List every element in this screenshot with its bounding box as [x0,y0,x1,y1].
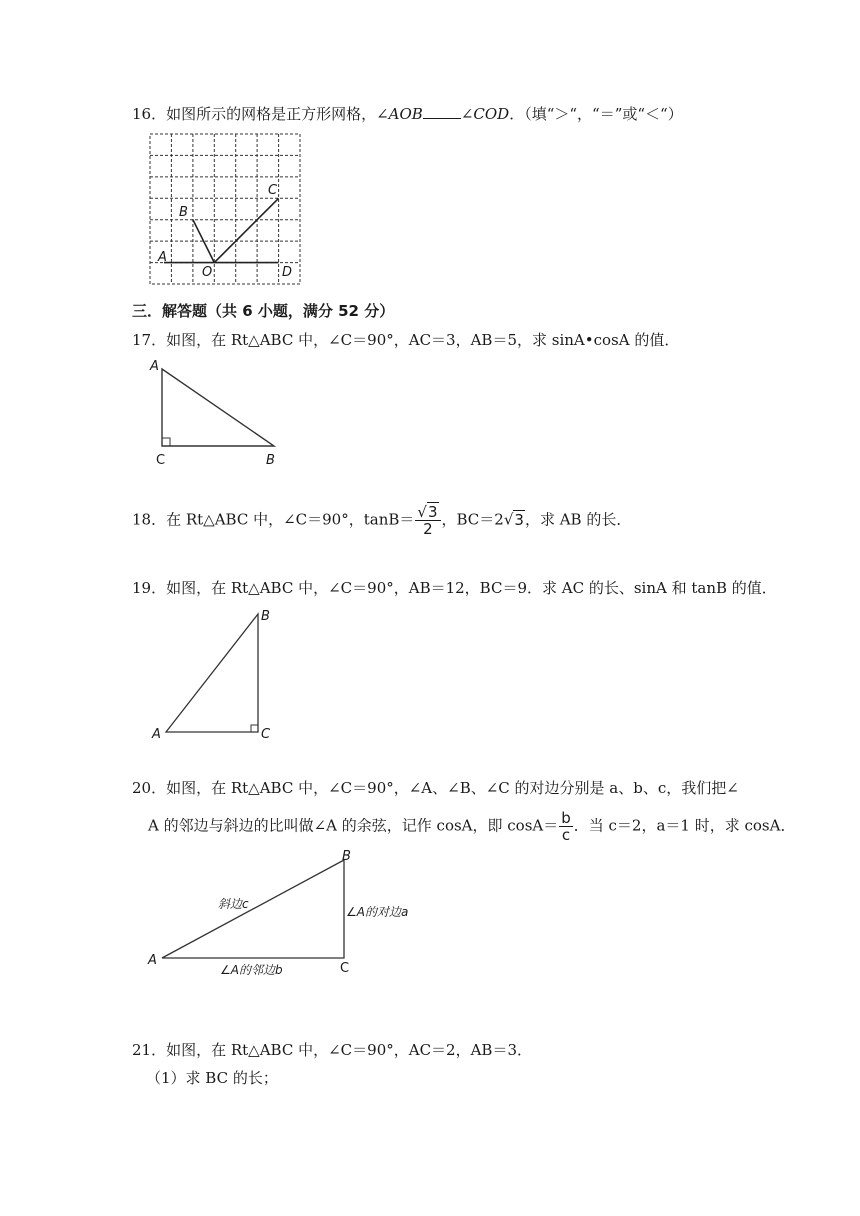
q18-sqrt: √3 [503,510,524,529]
q20-label-opp: ∠A的对边a [346,905,409,919]
q20-figure [144,846,434,980]
q16-label-O: O [202,265,213,280]
q20-label-hyp: 斜边c [218,897,249,911]
q21-line [132,1040,532,1060]
q16-label-C: C [268,183,278,198]
q20-label-B: B [342,849,351,864]
q17-label-A: A [150,359,159,374]
q20-number: 20． [132,779,167,797]
q17-text: 如图，在 Rt△ABC 中，∠C＝90°，AC＝3，AB＝5，求 sinA•cosA 的值． [166,331,680,349]
q20-line2-b: ．当 c＝2，a＝1 时，求 cosA． [573,816,796,835]
q16-text-c: ．（填“＞“，“＝”或“＜“） [509,105,683,123]
q18-text-c: ，求 AB 的长． [524,510,632,529]
q16-label-D: D [282,265,293,280]
q18-frac-num: √3 [415,504,440,521]
q16-answer-blank[interactable] [423,104,461,119]
q16-text-b: ∠ [460,105,474,123]
q16-line [132,104,683,124]
q20-frac-den: c [561,826,571,844]
q16-grid-figure [144,130,310,290]
q20-fraction [559,810,573,843]
q20-line1-text: 如图，在 Rt△ABC 中，∠C＝90°，∠A、∠B、∠C 的对边分别是 a、b、c，我们把∠ [166,779,739,797]
q20-label-A: A [148,953,157,968]
q19-label-B: B [261,609,270,624]
q17-label-B: B [266,453,275,468]
q18-line [132,504,631,537]
q17-label-C: C [156,453,166,468]
q18-text-b: ，BC＝2 [441,510,504,529]
q19-label-C: C [261,727,271,742]
q17-number: 17． [132,331,167,349]
q20-line2 [148,810,795,843]
q19-number: 19． [132,579,167,597]
section3-title: 三．解答题（共 6 小题，满分 52 分） [132,302,395,320]
q19-text: 如图，在 Rt△ABC 中，∠C＝90°，AB＝12，BC＝9．求 AC 的长、sinA 和 tanB 的值． [166,579,777,597]
q18-fraction [415,504,440,537]
q18-frac-den: 2 [423,520,433,538]
q21-number: 21． [132,1041,167,1059]
q19-line [132,578,777,598]
q18-number: 18． [132,510,167,529]
q19-label-A: A [152,727,161,742]
q20-line1 [132,778,739,798]
q16-number: 16． [132,105,167,123]
q21-text: 如图，在 Rt△ABC 中，∠C＝90°，AC＝2，AB＝3． [166,1041,532,1059]
q17-figure [146,356,286,474]
q18-text-a: 在 Rt△ABC 中，∠C＝90°，tanB＝ [166,510,415,529]
q17-line [132,330,679,350]
q16-angle1: AOB [388,105,423,123]
q16-text-a: 如图所示的网格是正方形网格，∠ [166,105,389,123]
q20-line2-a: A 的邻边与斜边的比叫做∠A 的余弦，记作 cosA，即 cosA＝ [148,816,559,835]
q20-label-adj: ∠A的邻边b [220,963,283,977]
q20-label-C: C [340,961,350,976]
q20-frac-num: b [561,809,571,827]
q21-part1: （1）求 BC 的长； [146,1069,278,1087]
q19-figure [148,604,282,746]
q16-label-B: B [179,205,188,220]
q16-angle2: COD [473,105,510,123]
q16-line-OC [214,198,278,262]
q16-label-A: A [158,250,167,265]
